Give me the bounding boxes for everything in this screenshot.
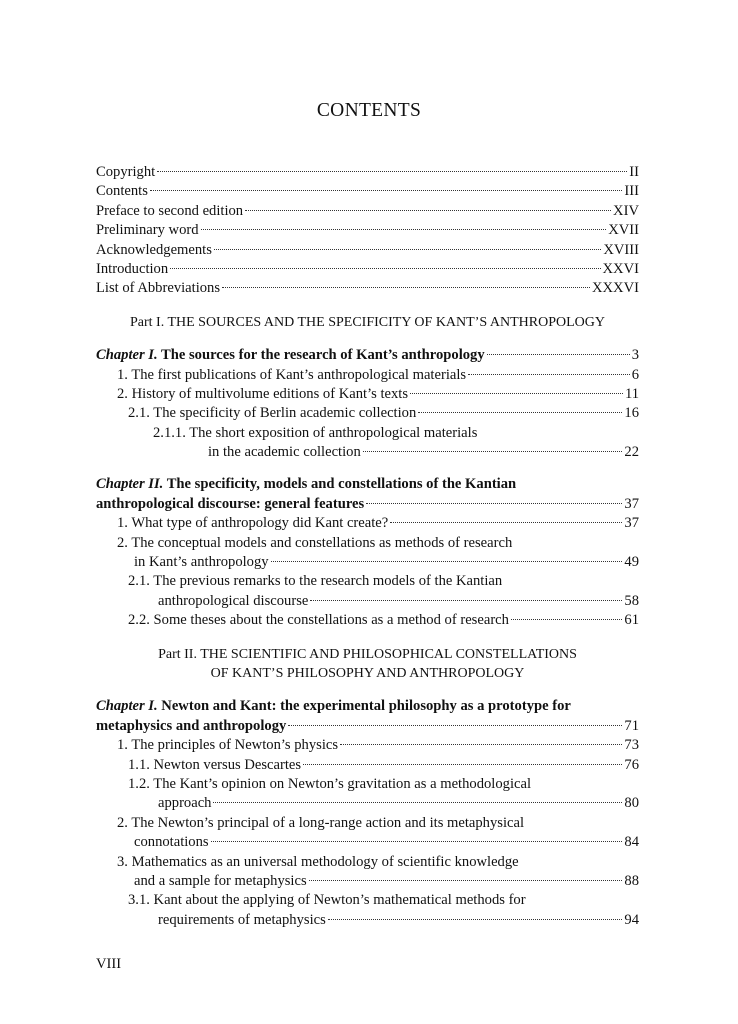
toc-page-number: 11 [624, 385, 639, 402]
dot-leader [201, 229, 607, 230]
dot-leader [366, 503, 622, 504]
toc-entry[interactable] [96, 794, 639, 813]
toc-entry-text: anthropological discourse [158, 592, 309, 609]
toc-chapter-entry[interactable] [96, 717, 639, 736]
toc-page-number: 71 [624, 717, 639, 734]
toc-page-number: 58 [624, 592, 639, 609]
chapter-title-text: The specificity, models and constellations of the Kantian [163, 476, 517, 493]
toc-entry[interactable] [96, 756, 639, 775]
part-heading: OF KANT’S PHILOSOPHY AND ANTHROPOLOGY [210, 665, 525, 681]
dot-leader [303, 764, 622, 765]
dot-leader [468, 374, 630, 375]
toc-entry-text: and a sample for metaphysics [134, 872, 307, 889]
toc-entry-text: in the academic collection [208, 444, 361, 461]
chapter-title [96, 346, 485, 365]
toc-page-number: 6 [631, 366, 639, 383]
toc-entry-text[interactable]: 2.1. The previous remarks to the research models of the Kantian [128, 573, 503, 590]
toc-page-number: 49 [624, 554, 639, 571]
toc-chapter-entry[interactable] [96, 495, 639, 514]
toc-entry[interactable] [96, 514, 639, 533]
dot-leader [328, 919, 623, 920]
toc-page-number: XXXVI [591, 280, 639, 297]
toc-entry[interactable] [96, 385, 639, 404]
toc-page-number: II [629, 164, 639, 180]
dot-leader [340, 744, 622, 745]
toc-entry-text[interactable]: 2. The conceptual models and constellations as methods of research [117, 534, 513, 551]
toc-entry-text: 2. History of multivolume editions of Kant’s texts [117, 385, 409, 402]
toc-entry-text[interactable]: 2. The Newton’s principal of a long-range action and its metaphysical [117, 814, 525, 831]
toc-page-number: 84 [624, 834, 639, 851]
toc-entry-text: Preliminary word [96, 222, 199, 239]
toc-entry-text[interactable]: 2.1.1. The short exposition of anthropological materials [153, 424, 478, 441]
table-of-contents [96, 163, 639, 930]
page-title: CONTENTS [316, 100, 422, 121]
toc-entry-abbreviations[interactable] [96, 279, 639, 298]
toc-entry-text[interactable]: 3. Mathematics as an universal methodology of scientific knowledge [117, 853, 519, 870]
dot-leader [410, 393, 623, 394]
toc-entry-text: connotations [134, 834, 209, 851]
toc-entry-text: 1.1. Newton versus Descartes [128, 756, 302, 773]
chapter-label: Chapter II. [96, 476, 164, 493]
toc-entry-text: Contents [96, 183, 148, 200]
toc-page-number: 88 [624, 872, 639, 889]
dot-leader [288, 725, 622, 726]
toc-entry-contents[interactable] [96, 182, 639, 201]
chapter-label: Chapter I. [96, 347, 158, 364]
toc-entry-preliminary-word[interactable] [96, 221, 639, 240]
dot-leader [214, 249, 601, 250]
part-heading: Part I. THE SOURCES AND THE SPECIFICITY OF KANT’S ANTHROPOLOGY [130, 314, 605, 330]
toc-page-number: XIV [613, 202, 639, 219]
toc-entry-preface[interactable] [96, 202, 639, 221]
dot-leader [310, 600, 622, 601]
dot-leader [487, 354, 630, 355]
toc-page-number: 61 [624, 612, 639, 629]
toc-entry[interactable] [96, 553, 639, 572]
toc-entry[interactable] [96, 611, 639, 630]
dot-leader [271, 561, 623, 562]
toc-page-number: XVII [608, 222, 639, 239]
toc-entry-introduction[interactable] [96, 260, 639, 279]
toc-page-number: 16 [624, 405, 639, 422]
chapter-title-text: Newton and Kant: the experimental philosophy as a prototype for [157, 698, 571, 715]
toc-entry[interactable] [96, 366, 639, 385]
toc-page-number: 37 [624, 515, 639, 532]
dot-leader [418, 412, 622, 413]
toc-entry-acknowledgements[interactable] [96, 241, 639, 260]
toc-page-number: 76 [624, 756, 639, 773]
toc-entry-text: 1. The principles of Newton’s physics [117, 737, 339, 754]
toc-page-number: 3 [631, 347, 639, 364]
toc-entry-text: 1. The first publications of Kant’s anthropological materials [117, 366, 467, 383]
toc-page-number: 94 [624, 911, 639, 928]
chapter-label: Chapter I. [96, 698, 158, 715]
dot-leader [211, 841, 623, 842]
dot-leader [222, 287, 590, 288]
toc-entry-text: in Kant’s anthropology [134, 554, 269, 571]
toc-entry[interactable] [96, 443, 639, 462]
toc-page-number: XVIII [603, 241, 639, 258]
toc-entry[interactable] [96, 404, 639, 423]
toc-page-number: XXVI [602, 260, 639, 277]
toc-entry-text: 1. What type of anthropology did Kant create? [117, 515, 389, 532]
chapter-title[interactable] [96, 697, 639, 716]
chapter-title-text: metaphysics and anthropology [96, 717, 287, 734]
toc-page-number: 37 [624, 495, 639, 512]
dot-leader [309, 880, 623, 881]
dot-leader [157, 171, 627, 172]
chapter-title-text: The sources for the research of Kant’s anthropology [157, 347, 485, 364]
toc-page-number: 73 [624, 737, 639, 754]
dot-leader [170, 268, 600, 269]
toc-entry-text[interactable]: 3.1. Kant about the applying of Newton’s mathematical methods for [128, 892, 526, 909]
toc-page-number: 22 [624, 444, 639, 461]
toc-entry-text: approach [158, 795, 212, 812]
page-folio: VIII [96, 956, 122, 972]
toc-entry[interactable] [96, 911, 639, 930]
toc-entry-text: Acknowledgements [96, 241, 212, 258]
toc-page-number: III [624, 183, 639, 200]
dot-leader [363, 451, 623, 452]
part-heading: Part II. THE SCIENTIFIC AND PHILOSOPHICAL CONSTELLATIONS [158, 646, 577, 662]
toc-page-number: 80 [624, 795, 639, 812]
toc-entry-text: Preface to second edition [96, 202, 244, 219]
toc-entry-text[interactable]: 1.2. The Kant’s opinion on Newton’s gravitation as a methodological [128, 775, 532, 792]
toc-entry[interactable] [96, 833, 639, 852]
dot-leader [390, 522, 622, 523]
toc-entry-text: 2.1. The specificity of Berlin academic collection [128, 405, 417, 422]
toc-entry-copyright[interactable] [96, 163, 639, 182]
toc-chapter-entry[interactable] [96, 346, 639, 365]
dot-leader [150, 190, 623, 191]
toc-entry[interactable] [96, 592, 639, 611]
toc-entry-text: Introduction [96, 260, 169, 277]
toc-entry-text: List of Abbreviations [96, 280, 221, 297]
toc-entry[interactable] [96, 736, 639, 755]
toc-entry[interactable] [96, 872, 639, 891]
dot-leader [245, 210, 611, 211]
toc-entry-text: 2.2. Some theses about the constellations as a method of research [128, 612, 509, 629]
chapter-title-text: anthropological discourse: general features [96, 495, 365, 512]
toc-entry-text: Copyright [96, 164, 156, 180]
dot-leader [511, 619, 622, 620]
toc-entry-text: requirements of metaphysics [158, 911, 326, 928]
chapter-title[interactable] [96, 475, 639, 494]
dot-leader [213, 802, 622, 803]
